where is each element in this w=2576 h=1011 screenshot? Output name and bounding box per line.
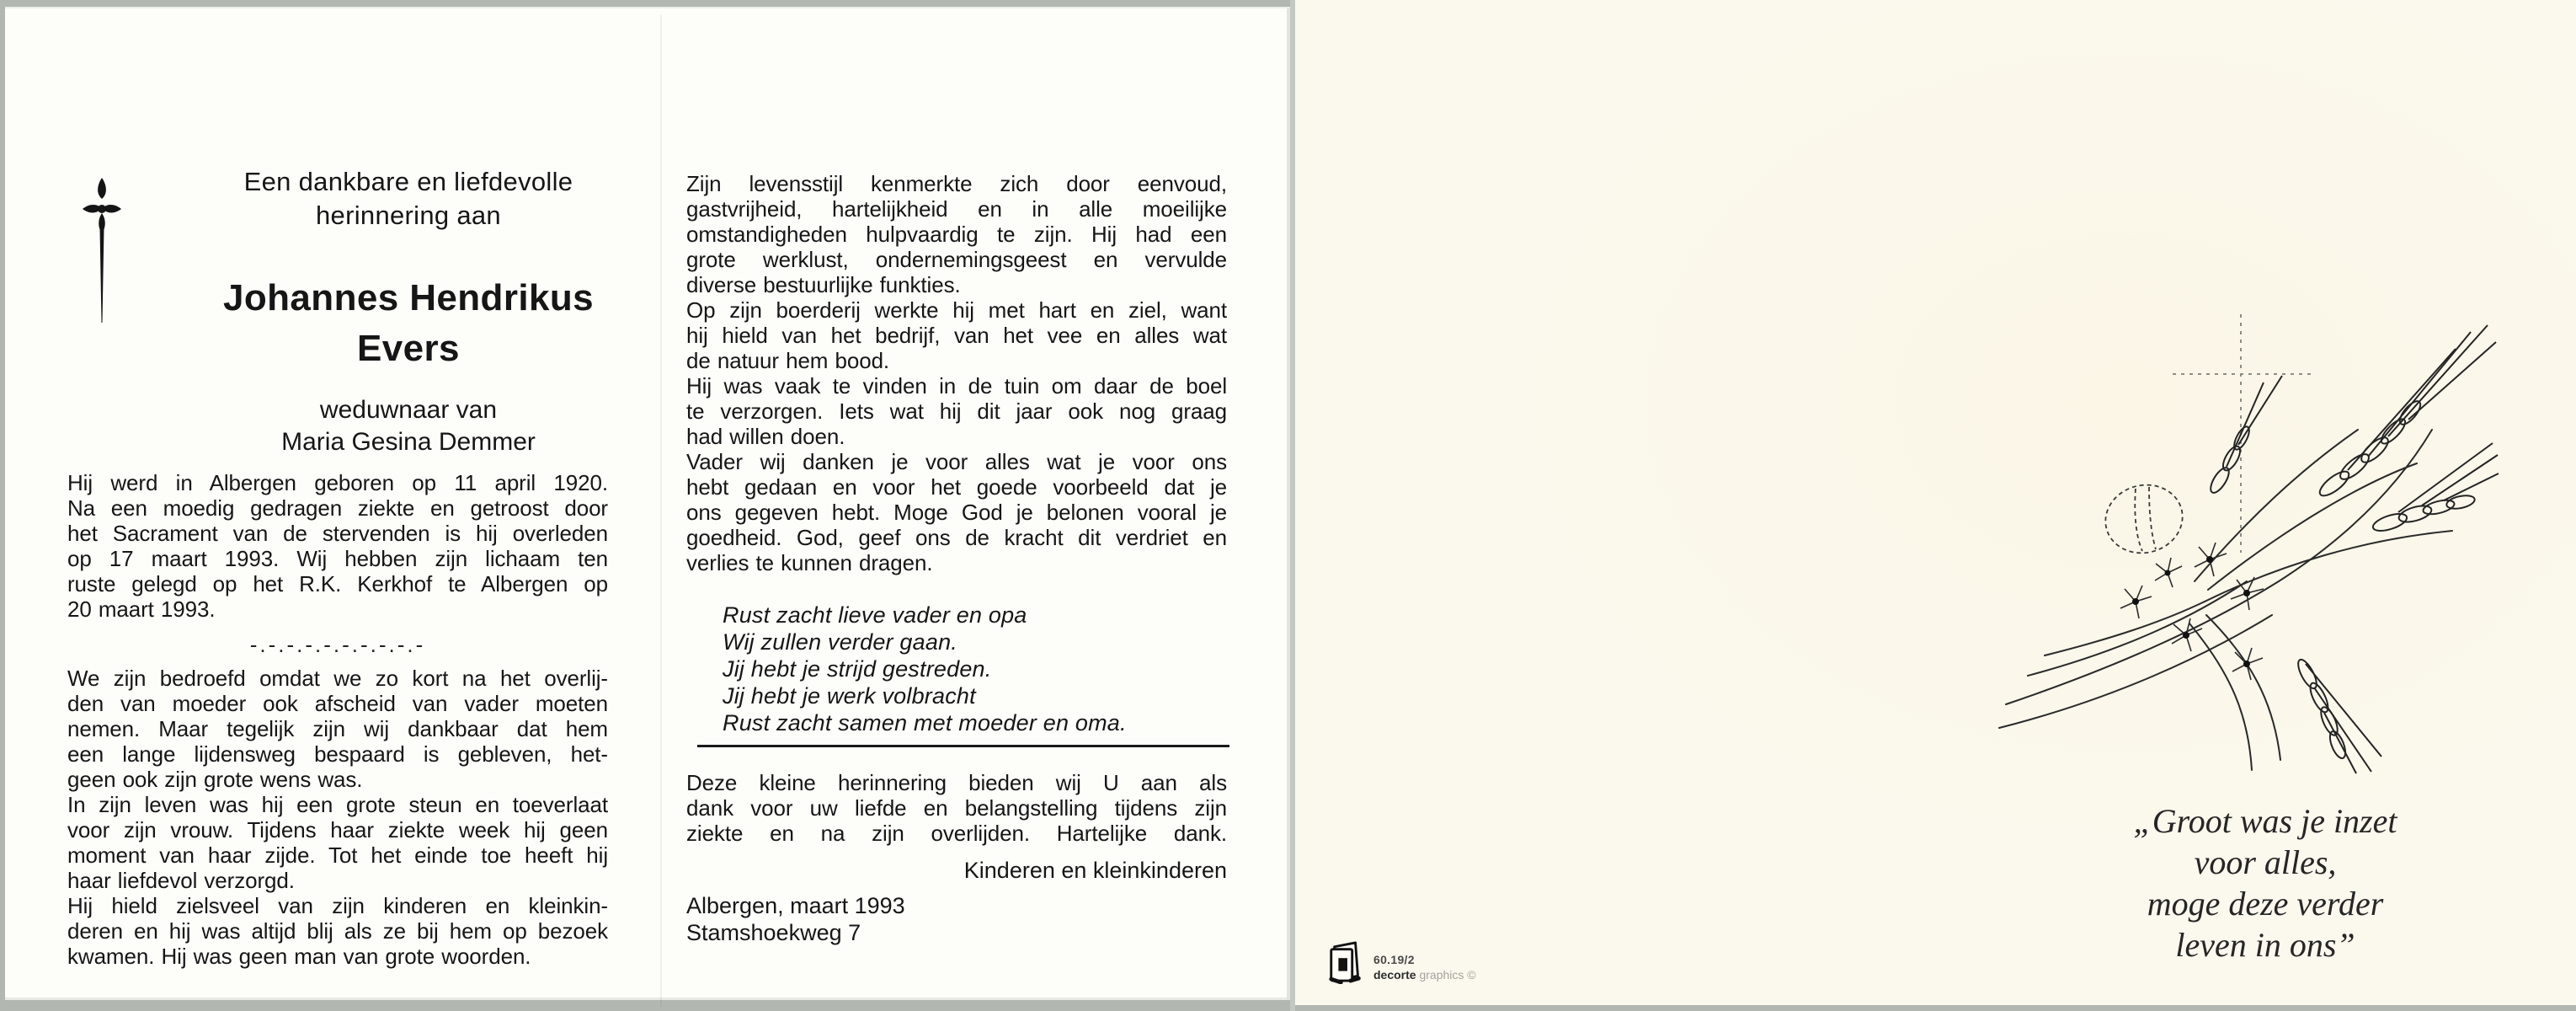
text-line: Rust zacht lieve vader en opa bbox=[723, 602, 1027, 628]
text-line: nemen. Maar tegelijk zijn wij dankbaar dat hem bbox=[67, 716, 608, 741]
printer-brand: decorte graphics © bbox=[1373, 968, 1476, 982]
text-line: Jij hebt je werk volbracht bbox=[723, 683, 976, 709]
text-line: Johannes Hendrikus bbox=[223, 277, 594, 318]
farewell-poem bbox=[723, 602, 1228, 736]
intro-text bbox=[143, 165, 674, 233]
text-line: haar liefdevol verzorgd. bbox=[67, 868, 295, 893]
text-line: Evers bbox=[357, 328, 460, 369]
wheat-illustration bbox=[1994, 302, 2499, 775]
text-line: kwamen. Hij was geen man van grote woorden. bbox=[67, 944, 531, 969]
text-line: geen ook zijn grote wens was. bbox=[67, 767, 363, 792]
text-line: Jij hebt je strijd gestreden. bbox=[723, 656, 992, 682]
text-line: op 17 maart 1993. Wij hebben zijn lichaam ten bbox=[67, 546, 608, 571]
text-line: voor zijn vrouw. Tijdens haar ziekte week hij geen bbox=[67, 817, 608, 842]
relation-text bbox=[143, 394, 674, 458]
signature: Kinderen en kleinkinderen bbox=[963, 858, 1227, 883]
text-line: het Sacrament van de stervenden is hij overleden bbox=[67, 521, 608, 546]
text-line: Hij was vaak te vinden in de tuin om daar de boel bbox=[686, 373, 1227, 399]
text-line: deren en hij was altijd blij als ze bij hem op bezoek bbox=[67, 918, 608, 944]
fold-line bbox=[660, 15, 662, 1007]
text-line: diverse bestuurlijke funkties. bbox=[686, 272, 961, 297]
text-line: Maria Gesina Demmer bbox=[281, 428, 536, 456]
cross-icon bbox=[81, 177, 123, 324]
thanks-paragraph bbox=[686, 770, 1227, 846]
folded-card-icon bbox=[1326, 940, 1367, 984]
printer-code: 60.19/2 bbox=[1373, 953, 1415, 966]
horizontal-rule bbox=[697, 745, 1229, 747]
text-line: In zijn leven was hij een grote steun en toeverlaat bbox=[67, 792, 608, 817]
text-line: Na een moedig gedragen ziekte en getroost door bbox=[67, 495, 608, 521]
text-line: een lange lijdensweg bespaard is gebleven, het- bbox=[67, 741, 608, 767]
text-line: den van moeder ook afscheid van vader moeten bbox=[67, 691, 608, 716]
text-line: herinnering aan bbox=[316, 201, 501, 230]
place-date: Albergen, maart 1993 bbox=[686, 893, 905, 918]
text-line: We zijn bedroefd omdat we zo kort na het overlij- bbox=[67, 666, 608, 691]
text-line: verlies te kunnen dragen. bbox=[686, 550, 933, 575]
text-line: Deze kleine herinnering bieden wij U aan als bbox=[686, 770, 1227, 795]
text-line: goedheid. God, geef ons de kracht dit verdriet en bbox=[686, 525, 1227, 550]
text-line: ruste gelegd op het R.K. Kerkhof te Albergen op bbox=[67, 571, 608, 596]
deceased-name bbox=[143, 273, 674, 374]
text-line: „Groot was je inzet bbox=[2133, 802, 2397, 840]
text-line: gastvrijheid, hartelijkheid en in alle moeilijke bbox=[686, 196, 1227, 222]
printer-mark bbox=[1326, 940, 1476, 984]
address: Stamshoekweg 7 bbox=[686, 920, 861, 945]
memorial-quote bbox=[2011, 800, 2520, 966]
text-line: ziekte en na zijn overlijden. Hartelijke dank. bbox=[686, 821, 1227, 846]
text-line: hebt gedaan en voor het goede voorbeeld dat je bbox=[686, 474, 1227, 500]
text-line: hij hield van het bedrijf, van het vee en alles wat bbox=[686, 323, 1227, 348]
text-line: leven in ons” bbox=[2175, 926, 2355, 964]
text-line: omstandigheden hulpvaardig te zijn. Hij had een bbox=[686, 222, 1227, 247]
birth-death-paragraph bbox=[67, 470, 608, 622]
text-line: Vader wij danken je voor alles wat je voor ons bbox=[686, 449, 1227, 474]
dotted-divider: -.-.-.-.-.-.-.-.-.- bbox=[249, 632, 426, 657]
text-line: de natuur hem bood. bbox=[686, 348, 890, 373]
text-line: Een dankbare en liefdevolle bbox=[243, 167, 573, 196]
text-line: dank voor uw liefde en belangstelling tijdens zijn bbox=[686, 795, 1227, 821]
text-line: Hij werd in Albergen geboren op 11 april 1920. bbox=[67, 470, 608, 495]
text-line: weduwnaar van bbox=[319, 396, 498, 424]
text-line: moment van haar zijde. Tot het einde toe heeft hij bbox=[67, 842, 608, 868]
text-line: grote werklust, ondernemingsgeest en vervulde bbox=[686, 247, 1227, 272]
text-line: moge deze verder bbox=[2147, 885, 2384, 923]
text-line: te verzorgen. Iets wat hij dit jaar ook nog graag bbox=[686, 399, 1227, 424]
text-line: voor alles, bbox=[2194, 843, 2337, 881]
grief-paragraph bbox=[67, 666, 608, 969]
text-line: Op zijn boerderij werkte hij met hart en ziel, want bbox=[686, 297, 1227, 323]
text-line: 20 maart 1993. bbox=[67, 596, 216, 622]
text-line: ons gegeven hebt. Moge God je belonen vooral je bbox=[686, 500, 1227, 525]
life-paragraph bbox=[686, 171, 1227, 575]
text-line: Rust zacht samen met moeder en oma. bbox=[723, 710, 1127, 736]
text-line: had willen doen. bbox=[686, 424, 845, 449]
text-line: Wij zullen verder gaan. bbox=[723, 629, 957, 655]
dotted-cross-icon bbox=[2173, 314, 2314, 553]
text-line: Hij hield zielsveel van zijn kinderen en kleinkin- bbox=[67, 893, 608, 918]
text-line: Zijn levensstijl kenmerkte zich door eenvoud, bbox=[686, 171, 1227, 196]
